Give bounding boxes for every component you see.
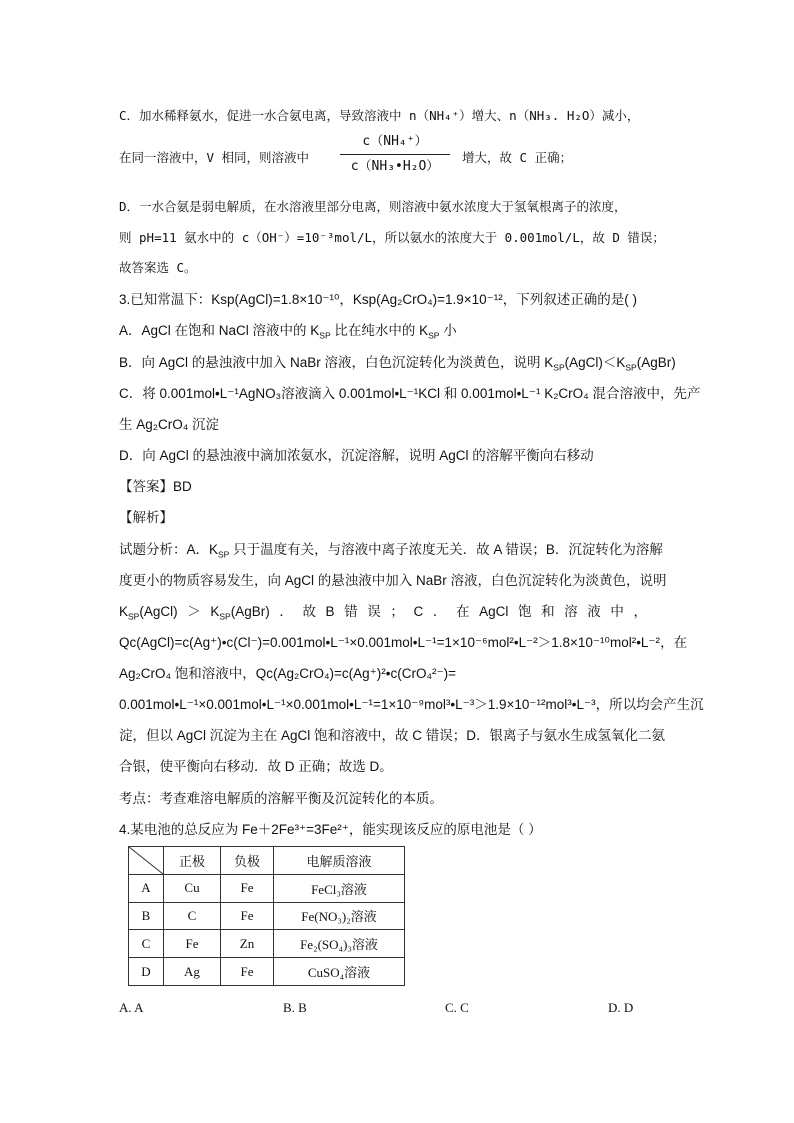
table-cell: FeCl₃溶液	[274, 874, 405, 902]
choice-a: A. A	[119, 1000, 144, 1015]
concentration-fraction	[340, 131, 450, 178]
choice-b: B. B	[283, 1000, 307, 1015]
text-token: 在	[673, 635, 688, 650]
question-4-stem: 4.某电池的总反应为 Fe＋2Fe³⁺=3Fe²⁺，能实现该反应的原电池是（ ）	[119, 822, 542, 837]
text-token: ＞	[187, 604, 201, 619]
analysis-line-4	[119, 633, 688, 653]
knowledge-point: 考点：考查难溶电解质的溶解平衡及沉淀转化的本质。	[119, 791, 443, 806]
table-cell: C	[129, 930, 164, 958]
table-cell: Fe	[164, 930, 221, 958]
options-table	[128, 846, 405, 986]
text-token: ＞	[537, 635, 552, 650]
text-token: AgCl	[479, 604, 509, 619]
option-c-line1: C．加水稀释氨水，促进一水合氨电离，导致溶液中 n（NH₄⁺）增大、n（NH₃. H₂O）减小，	[119, 108, 640, 123]
analysis-line-1: 试题分析：A．$K_{SP}$ 只于温度有关，与溶液中离子浓度无关．故 A 错误；B．沉淀转化为溶解	[119, 542, 663, 560]
table-cell: CuSO₄溶液	[274, 958, 405, 986]
table-cell: Fe(NO₃)₂溶液	[274, 902, 405, 930]
text-token: 1.8×10⁻¹⁰mol²•L⁻²	[551, 635, 661, 650]
text-token: $K_{SP}(AgBr)$	[210, 604, 270, 622]
analysis-line-3	[119, 602, 647, 622]
option-d-line1: D．一水合氨是弱电解质，在水溶液里部分电离，则溶液中氨水浓度大于氢氧根离子的浓度，	[119, 199, 627, 214]
choice-c: C. C	[445, 1000, 469, 1015]
table-header-cell: 正极	[164, 847, 221, 875]
table-header-row	[129, 847, 405, 875]
table-cell: Ag	[164, 958, 221, 986]
table-cell: Fe	[221, 958, 274, 986]
question-3-option-a: A．AgCl 在饱和 NaCl 溶液中的 $K_{SP}$ 比在纯水中的 $K_{SP}$ 小	[119, 323, 457, 341]
text-token: ，	[660, 635, 674, 650]
analysis-line-8: 合银，使平衡向右移动．故 D 正确；故选 D。	[119, 759, 393, 774]
text-token: ；	[390, 604, 404, 619]
table-cell: C	[164, 902, 221, 930]
text-token: 错	[344, 604, 358, 619]
fraction-numerator: c（NH₄⁺）	[362, 134, 428, 149]
choice-d: D. D	[608, 1000, 634, 1015]
text-token: 溶	[564, 604, 578, 619]
question-3-option-c-line1: C．将 0.001mol•L⁻¹AgNO₃溶液滴入 0.001mol•L⁻¹KCl 和 0.001mol•L⁻¹ K₂CrO₄ 混合溶液中，先产	[119, 386, 701, 401]
text-token: 和	[541, 604, 555, 619]
fraction-bar	[340, 154, 450, 155]
text-token: ．	[432, 604, 447, 619]
table-cell: Fe	[221, 874, 274, 902]
text-token: ，	[633, 604, 647, 619]
table-row	[129, 930, 405, 958]
text-token: $K_{SP}(AgCl)$	[119, 604, 178, 622]
text-token: 液	[587, 604, 601, 619]
question-3-option-c-line2: 生 Ag₂CrO₄ 沉淀	[119, 417, 220, 432]
answer-c-line: 故答案选 C。	[119, 260, 197, 275]
question-3-option-d: D．向 AgCl 的悬浊液中滴加浓氨水，沉淀溶解，说明 AgCl 的溶解平衡向右移动	[119, 448, 594, 463]
table-header-cell: 负极	[221, 847, 274, 875]
table-row	[129, 958, 405, 986]
option-d-line2: 则 pH=11 氨水中的 c（OH⁻）=10⁻³mol/L，所以氨水的浓度大于 0.001mol/L，故 D 错误；	[119, 230, 665, 245]
table-row	[129, 874, 405, 902]
table-cell: Fe	[221, 902, 274, 930]
table-cell: B	[129, 902, 164, 930]
answer-label: 【答案】BD	[119, 479, 192, 494]
analysis-line-6: 0.001mol•L⁻¹×0.001mol•L⁻¹×0.001mol•L⁻¹=1×10⁻⁹mol³•L⁻³＞1.9×10⁻¹²mol³•L⁻³，所以均会产生沉	[119, 697, 704, 712]
text-token: 故	[302, 604, 316, 619]
diagonal-line	[129, 847, 163, 874]
text-token: 中	[610, 604, 624, 619]
text-token: 在	[455, 604, 470, 619]
text-token: B	[325, 604, 335, 619]
analysis-line-5: Ag₂CrO₄ 饱和溶液中，Qc(Ag₂CrO₄)=c(Ag⁺)²•c(CrO₄²⁻)=	[119, 666, 456, 681]
table-cell: A	[129, 874, 164, 902]
text-token: 饱	[517, 604, 532, 619]
table-cell: Fe₂(SO₄)₃溶液	[274, 930, 405, 958]
table-corner-cell	[129, 847, 164, 875]
option-c-line2-prefix: 在同一溶液中，V 相同，则溶液中	[119, 150, 310, 165]
table-cell: D	[129, 958, 164, 986]
text-token: 误	[367, 604, 381, 619]
question-3-stem: 3.已知常温下：Ksp(AgCl)=1.8×10⁻¹⁰，Ksp(Ag₂CrO₄)=1.9×10⁻¹²，下列叙述正确的是( )	[119, 292, 638, 307]
question-3-option-b: B．向 AgCl 的悬浊液中加入 NaBr 溶液，白色沉淀转化为淡黄色，说明 $K_{SP}(AgCl)<K_{SP}(AgBr)$	[119, 355, 676, 373]
option-c-line2-suffix: 增大，故 C 正确；	[462, 150, 573, 165]
text-token: Qc(AgCl)=c(Ag⁺)•c(Cl⁻)=0.001mol•L⁻¹×0.001mol•L⁻¹=1×10⁻⁶mol²•L⁻²	[119, 635, 538, 650]
table-cell: Cu	[164, 874, 221, 902]
table-cell: Zn	[221, 930, 274, 958]
table-row	[129, 902, 405, 930]
table-header-cell: 电解质溶液	[274, 847, 405, 875]
analysis-line-2: 度更小的物质容易发生，向 AgCl 的悬浊液中加入 NaBr 溶液，白色沉淀转化为淡黄色，说明	[119, 573, 667, 588]
analysis-line-7: 淀，但以 AgCl 沉淀为主在 AgCl 饱和溶液中，故 C 错误；D．银离子与氨水生成氢氧化二氨	[119, 728, 666, 743]
analysis-label: 【解析】	[119, 510, 173, 525]
text-token: ．	[279, 604, 293, 619]
text-token: C	[413, 604, 424, 619]
fraction-denominator: c（NH₃•H₂O）	[350, 159, 440, 174]
